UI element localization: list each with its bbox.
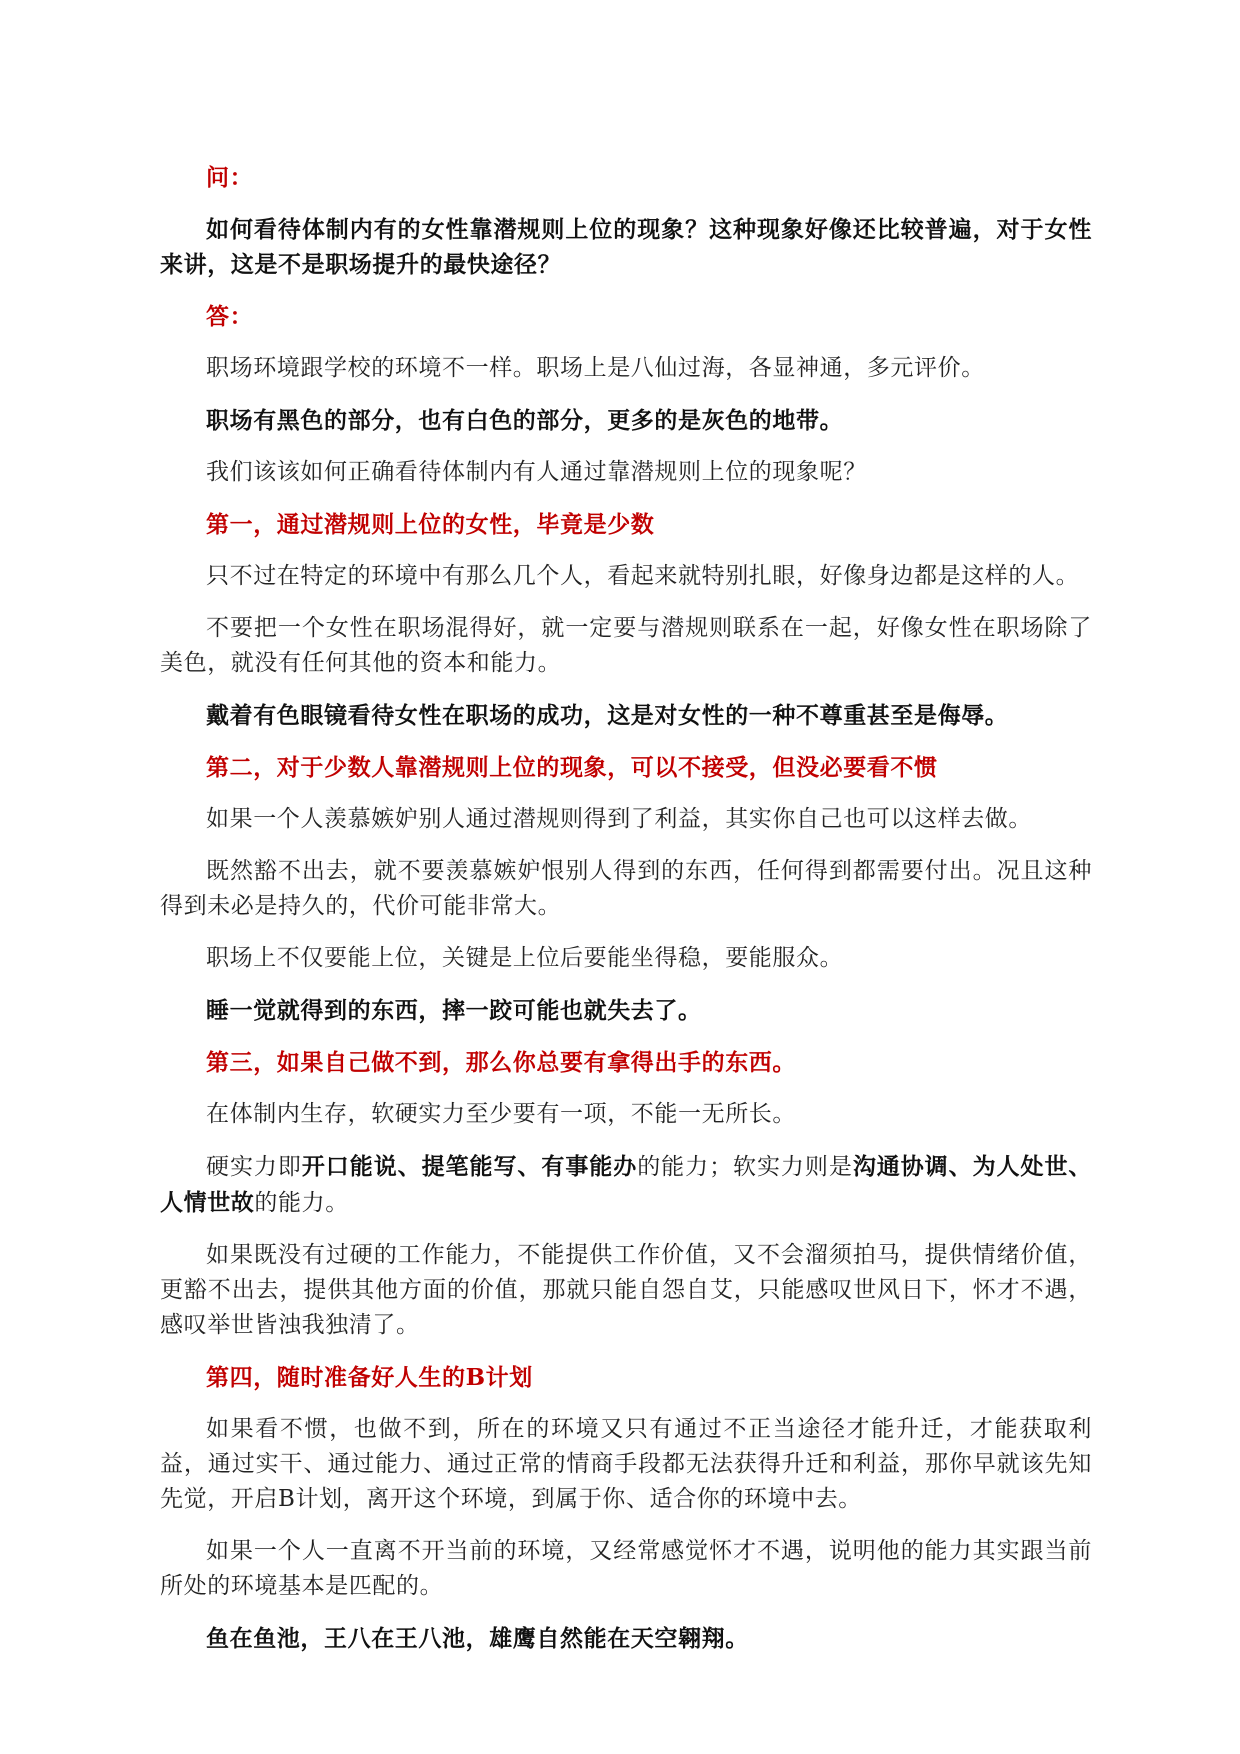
- section-heading-4: 第四，随时准备好人生的B计划: [206, 1364, 533, 1391]
- paragraph: 不要把一个女性在职场混得好，就一定要与潜规则联系在一起，好像女性在职场除了美色，就没有任何其他的资本和能力。: [160, 615, 1092, 676]
- section-heading-1: 第一，通过潜规则上位的女性，毕竟是少数: [206, 511, 655, 538]
- text-run: 的能力；软实力则是: [637, 1154, 853, 1180]
- bold-text-run: 沟通协调、为人处世、人情世故: [160, 1153, 1093, 1216]
- paragraph: 我们该该如何正确看待体制内有人通过靠潜规则上位的现象呢？: [206, 459, 867, 485]
- section-heading-3: 第三，如果自己做不到，那么你总要有拿得出手的东西。: [206, 1049, 796, 1076]
- closing-bold-paragraph: 鱼在鱼池，王八在王八池，雄鹰自然能在天空翱翔。: [206, 1625, 749, 1652]
- paragraph: 既然豁不出去，就不要羡慕嫉妒恨别人得到的东西，任何得到都需要付出。况且这种得到未必是持久的，代价可能非常大。: [160, 858, 1092, 919]
- text-run: 硬实力即: [206, 1154, 302, 1180]
- bold-paragraph: 戴着有色眼镜看待女性在职场的成功，这是对女性的一种不尊重甚至是侮辱。: [206, 702, 1009, 729]
- question-label: 问：: [206, 164, 254, 191]
- question-text: 如何看待体制内有的女性靠潜规则上位的现象？这种现象好像还比较普遍，对于女性来讲，这是不是职场提升的最快途径？: [160, 216, 1092, 278]
- paragraph: 职场上不仅要能上位，关键是上位后要能坐得稳，要能服众。: [206, 945, 844, 971]
- bold-text-run: 开口能说、提笔能写、有事能办: [301, 1153, 638, 1180]
- mixed-paragraph: [160, 1149, 1092, 1221]
- text-run: 的能力。: [254, 1190, 349, 1216]
- paragraph: 在体制内生存，软硬实力至少要有一项，不能一无所长。: [206, 1101, 796, 1127]
- document-page: [160, 160, 1092, 1673]
- paragraph: 只不过在特定的环境中有那么几个人，看起来就特别扎眼，好像身边都是这样的人。: [206, 563, 1080, 589]
- bold-paragraph: 职场有黑色的部分，也有白色的部分，更多的是灰色的地带。: [206, 407, 844, 434]
- section-heading-2: 第二，对于少数人靠潜规则上位的现象，可以不接受，但没必要看不惯: [206, 754, 938, 781]
- bold-paragraph: 睡一觉就得到的东西，摔一跤可能也就失去了。: [206, 997, 702, 1024]
- answer-label: 答：: [206, 303, 254, 330]
- paragraph: 如果既没有过硬的工作能力，不能提供工作价值，又不会溜须拍马，提供情绪价值，更豁不出去，提供其他方面的价值，那就只能自怨自艾，只能感叹世风日下，怀才不遇，感叹举世皆浊我独清了。: [160, 1242, 1092, 1338]
- paragraph: 如果一个人羡慕嫉妒别人通过潜规则得到了利益，其实你自己也可以这样去做。: [206, 806, 1032, 832]
- paragraph: 如果一个人一直离不开当前的环境，又经常感觉怀才不遇，说明他的能力其实跟当前所处的环境基本是匹配的。: [160, 1538, 1092, 1599]
- paragraph: 如果看不惯，也做不到，所在的环境又只有通过不正当途径才能升迁，才能获取利益，通过实干、通过能力、通过正常的情商手段都无法获得升迁和利益，那你早就该先知先觉，开启B计划，离开这个环境，到属于你、适合你的环境中去。: [160, 1416, 1092, 1512]
- paragraph: 职场环境跟学校的环境不一样。职场上是八仙过海，各显神通，多元评价。: [206, 355, 985, 381]
